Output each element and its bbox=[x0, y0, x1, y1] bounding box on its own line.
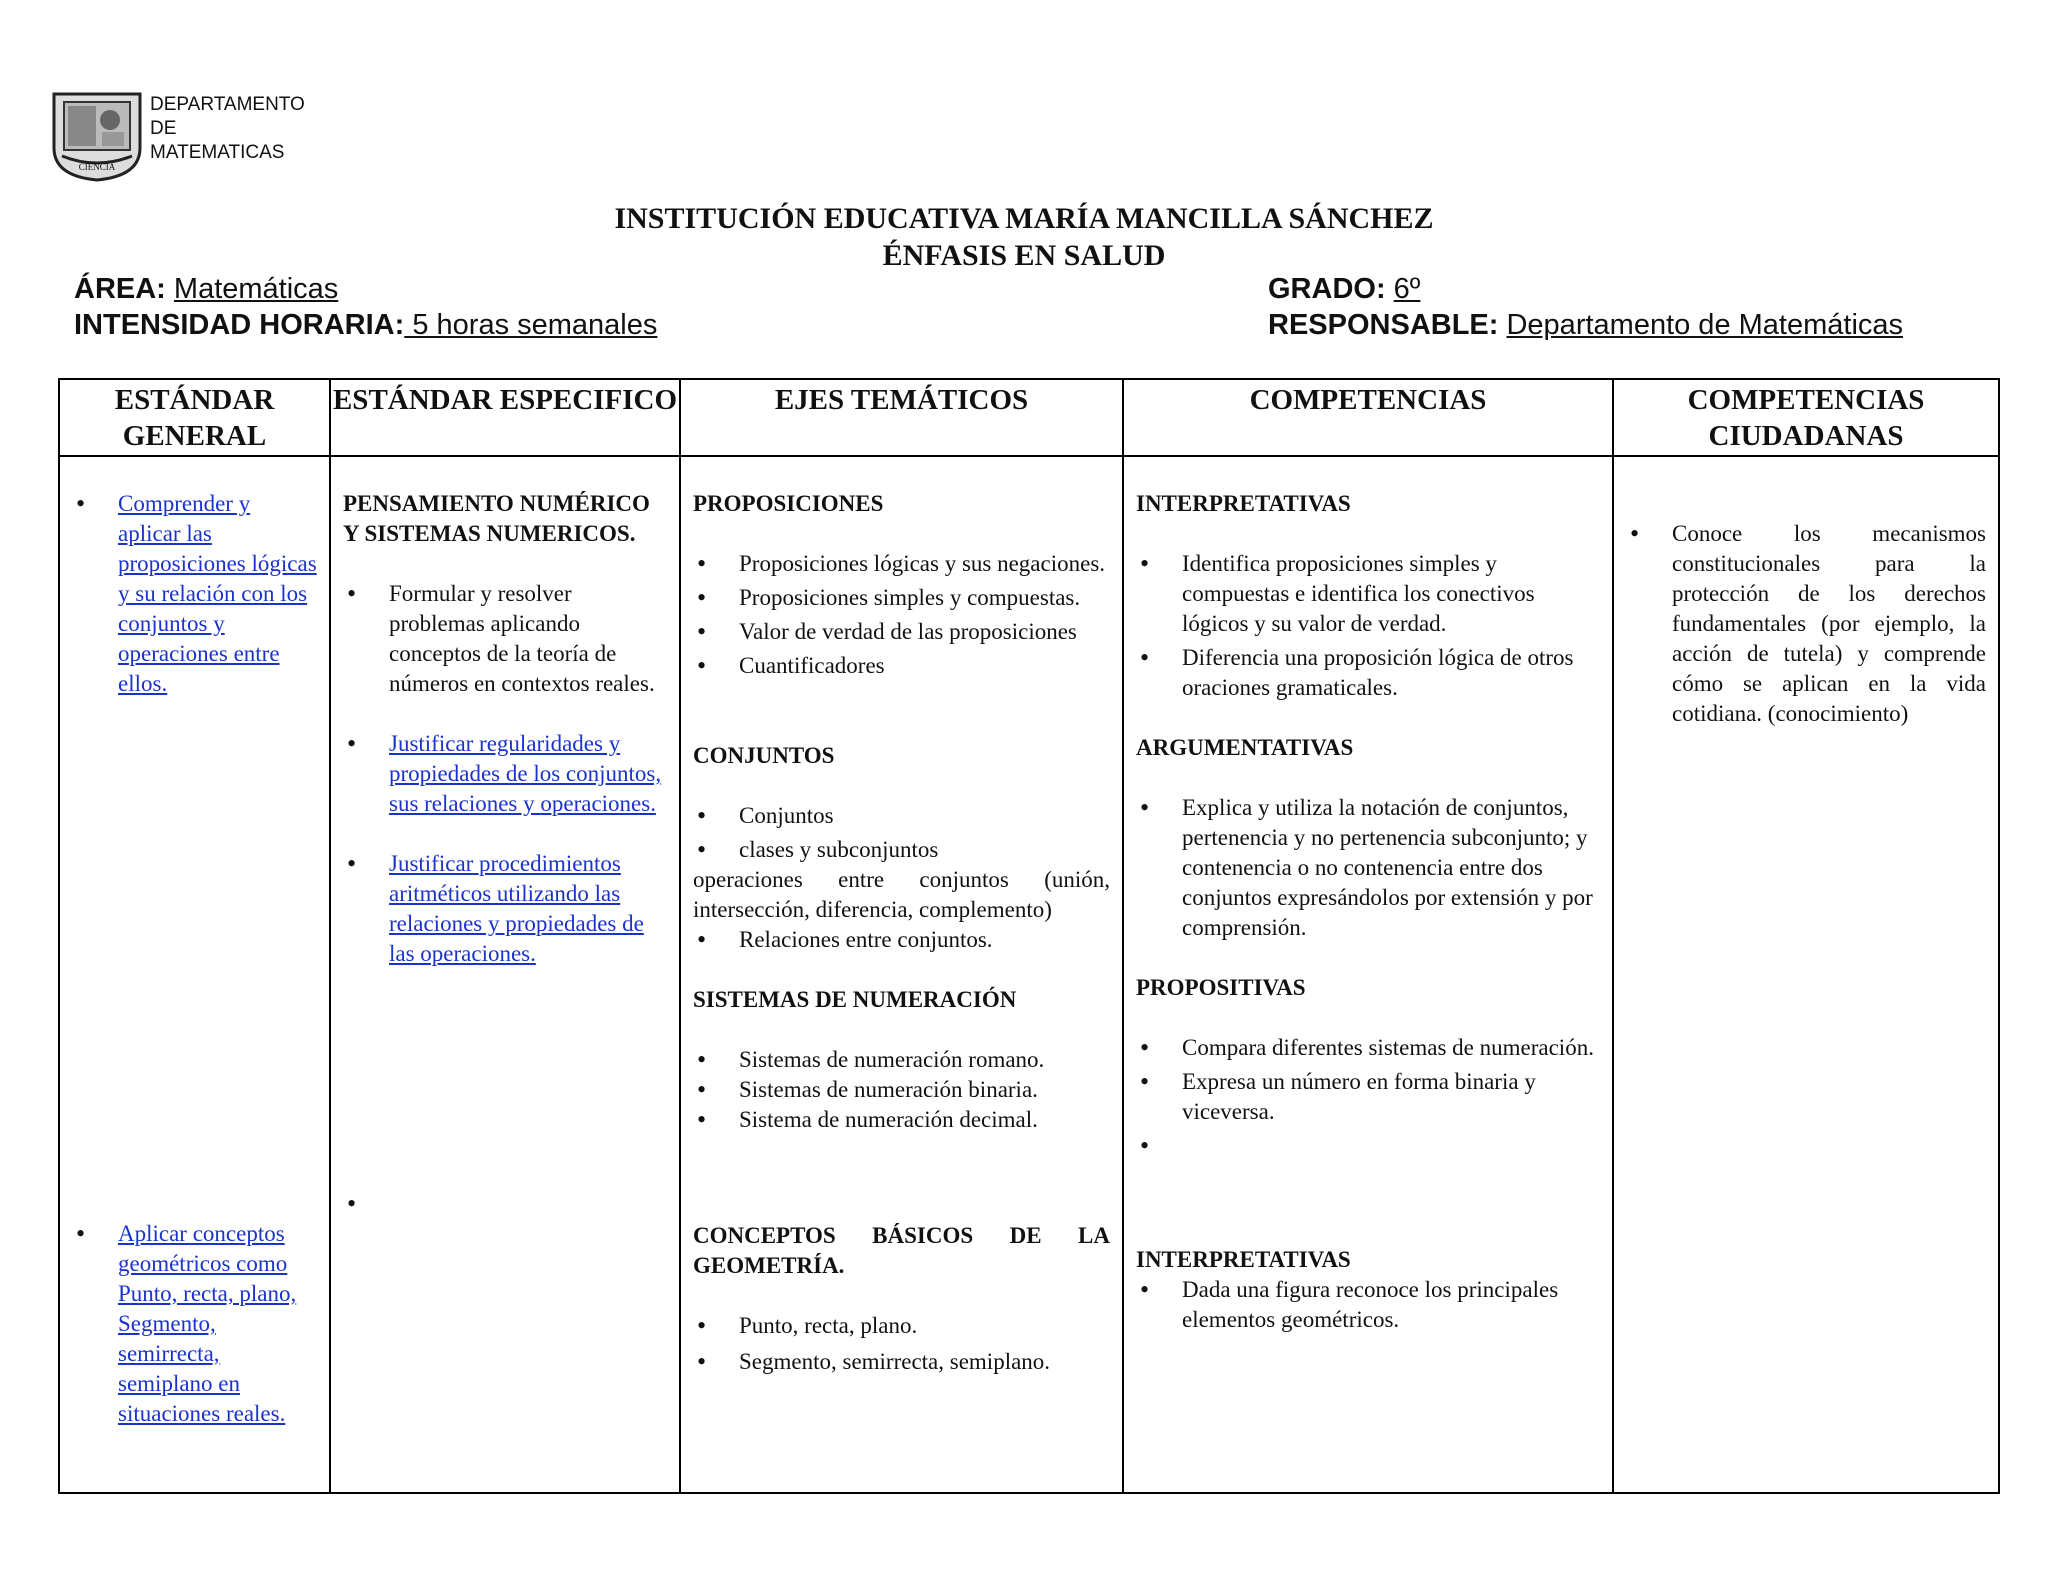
list-item: • Sistemas de numeración romano. bbox=[693, 1045, 1110, 1075]
table-header-row bbox=[59, 379, 1999, 456]
column-header: COMPETENCIAS bbox=[1123, 379, 1613, 456]
institution-emphasis: ÉNFASIS EN SALUD bbox=[882, 239, 1166, 272]
area-field bbox=[74, 271, 338, 307]
page-title bbox=[0, 200, 2048, 274]
grado-label: GRADO: bbox=[1268, 273, 1386, 305]
list-item bbox=[72, 489, 317, 699]
intensidad-value: 5 horas semanales bbox=[404, 309, 658, 341]
cell-estandar-especifico bbox=[330, 456, 680, 1493]
curriculum-table bbox=[58, 378, 2000, 1494]
section-heading: PENSAMIENTO NUMÉRICO Y SISTEMAS NUMERICOS. bbox=[343, 491, 650, 546]
standard-link[interactable]: Aplicar conceptos geométricos como Punto, recta, plano, Segmento, semirrecta, semiplano en situaciones reales. bbox=[118, 1221, 297, 1426]
list-item: • Sistemas de numeración binaria. bbox=[693, 1075, 1110, 1105]
cell-competencias-ciudadanas bbox=[1613, 456, 1999, 1493]
department-line: DEPARTAMENTO bbox=[150, 94, 305, 115]
empty-list-item bbox=[1136, 1131, 1600, 1161]
column-header: EJES TEMÁTICOS bbox=[680, 379, 1123, 456]
section-heading: PROPOSICIONES bbox=[693, 491, 884, 516]
list-item: • Punto, recta, plano. bbox=[693, 1311, 1110, 1341]
section-heading: CONCEPTOS BÁSICOS DE LA GEOMETRÍA. bbox=[693, 1223, 1110, 1278]
standard-link[interactable]: Justificar procedimientos aritméticos utilizando las relaciones y propiedades de las operaciones. bbox=[389, 851, 644, 966]
section-heading: ARGUMENTATIVAS bbox=[1136, 735, 1354, 760]
list-item bbox=[343, 729, 667, 819]
section-heading: INTERPRETATIVAS bbox=[1136, 1247, 1351, 1272]
list-item: • clases y subconjuntos bbox=[693, 835, 1110, 865]
list-item: • Valor de verdad de las proposiciones bbox=[693, 617, 1110, 647]
list-item: • Explica y utiliza la notación de conjuntos, pertenencia y no pertenencia subconjunto; y contenencia o no contenencia entre dos conjuntos expresándolos por extensión y por comprensión. bbox=[1136, 793, 1600, 943]
department-label bbox=[150, 93, 305, 165]
column-header: ESTÁNDAR GENERAL bbox=[59, 379, 330, 456]
intensidad-label: INTENSIDAD HORARIA: bbox=[74, 309, 405, 341]
column-header: COMPETENCIAS CIUDADANAS bbox=[1613, 379, 1999, 456]
cell-competencias bbox=[1123, 456, 1613, 1493]
list-item: • Compara diferentes sistemas de numeración. bbox=[1136, 1033, 1600, 1063]
school-crest-logo bbox=[50, 90, 144, 184]
responsable-field bbox=[1268, 307, 1903, 343]
department-line: MATEMATICAS bbox=[150, 142, 285, 163]
list-item: • Conoce los mecanismos constitucionales para la protección de los derechos fundamentales (por ejemplo, la acción de tutela) y comprende cómo se aplican en la vida cotidiana. (conocimiento) bbox=[1626, 519, 1986, 729]
section-heading: SISTEMAS DE NUMERACIÓN bbox=[693, 987, 1017, 1012]
institution-name: INSTITUCIÓN EDUCATIVA MARÍA MANCILLA SÁNCHEZ bbox=[614, 202, 1434, 235]
list-item: • Segmento, semirrecta, semiplano. bbox=[693, 1347, 1110, 1377]
list-item: • Proposiciones simples y compuestas. bbox=[693, 583, 1110, 613]
list-item: • Sistema de numeración decimal. bbox=[693, 1105, 1110, 1135]
list-item: • Diferencia una proposición lógica de otros oraciones gramaticales. bbox=[1136, 643, 1600, 703]
list-item bbox=[72, 1219, 317, 1429]
grado-value: 6º bbox=[1393, 273, 1421, 305]
list-item: • Relaciones entre conjuntos. bbox=[693, 925, 1110, 955]
standard-link[interactable]: Comprender y aplicar las proposiciones lógicas y su relación con los conjuntos y operaciones entre ellos. bbox=[118, 491, 317, 696]
section-heading: CONJUNTOS bbox=[693, 743, 835, 768]
area-value: Matemáticas bbox=[173, 273, 339, 305]
area-label: ÁREA: bbox=[74, 273, 166, 305]
list-item: • Conjuntos bbox=[693, 801, 1110, 831]
cell-estandar-general bbox=[59, 456, 330, 1493]
list-item: • Expresa un número en forma binaria y viceversa. bbox=[1136, 1067, 1600, 1127]
list-item: • Cuantificadores bbox=[693, 651, 1110, 681]
list-item: • Formular y resolver problemas aplicando conceptos de la teoría de números en contextos reales. bbox=[343, 579, 667, 699]
intensidad-field bbox=[74, 307, 657, 343]
logo-text: CIENCIA bbox=[78, 162, 116, 172]
list-item bbox=[343, 849, 667, 969]
responsable-label: RESPONSABLE: bbox=[1268, 309, 1499, 341]
paragraph: operaciones entre conjuntos (unión, intersección, diferencia, complemento) bbox=[693, 867, 1110, 922]
list-item: • Identifica proposiciones simples y compuestas e identifica los conectivos lógicos y su valor de verdad. bbox=[1136, 549, 1600, 639]
section-heading: PROPOSITIVAS bbox=[1136, 975, 1306, 1000]
standard-link[interactable]: Justificar regularidades y propiedades de los conjuntos, sus relaciones y operaciones. bbox=[389, 731, 662, 816]
table-row bbox=[59, 456, 1999, 1493]
section-heading: INTERPRETATIVAS bbox=[1136, 491, 1351, 516]
list-item: • Proposiciones lógicas y sus negaciones. bbox=[693, 549, 1110, 579]
grado-field bbox=[1268, 271, 1420, 307]
responsable-value: Departamento de Matemáticas bbox=[1506, 309, 1904, 341]
department-line: DE bbox=[150, 118, 177, 139]
column-header: ESTÁNDAR ESPECIFICO bbox=[330, 379, 680, 456]
list-item: • Dada una figura reconoce los principales elementos geométricos. bbox=[1136, 1275, 1600, 1335]
cell-ejes-tematicos bbox=[680, 456, 1123, 1493]
